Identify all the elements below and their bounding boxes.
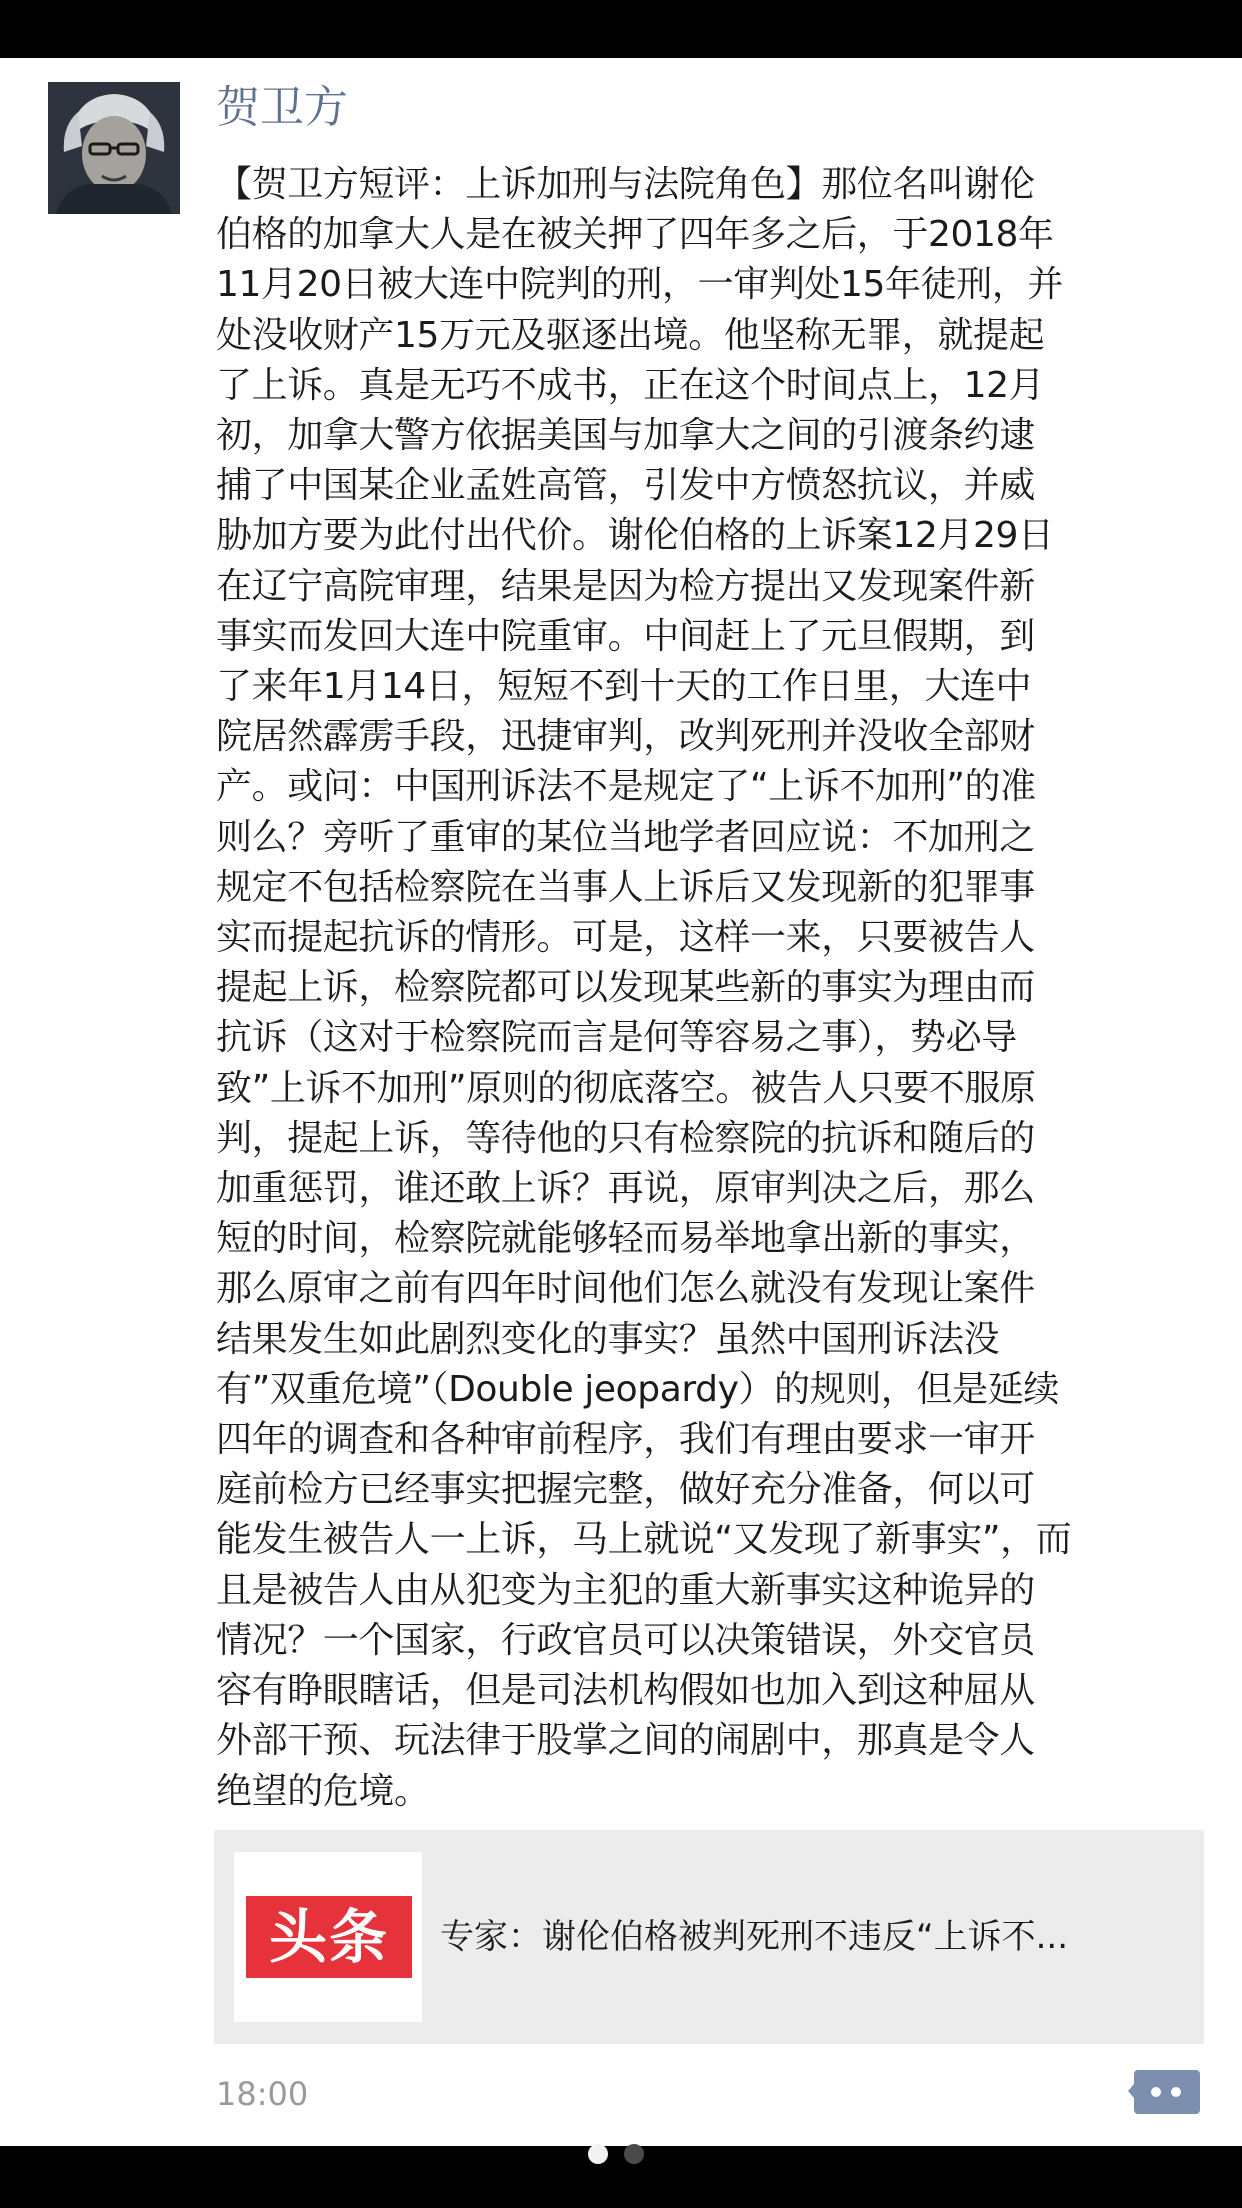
avatar[interactable] xyxy=(48,82,180,214)
post-line: 实而提起抗诉的情形。可是，这样一来，只要被告人 xyxy=(216,917,1035,959)
comment-button[interactable] xyxy=(1128,2068,1202,2118)
post-line: 且是被告人由从犯变为主犯的重大新事实这种诡异的 xyxy=(216,1569,1035,1611)
link-title: 专家：谢伦伯格被判死刑不违反“上诉不... xyxy=(440,1917,1069,1957)
post-line: 11月20日被大连中院判的刑，一审判处15年徒刑，并 xyxy=(216,264,1064,306)
page-dot-active xyxy=(588,2144,608,2164)
post-line: 判，提起上诉，等待他的只有检察院的抗诉和随后的 xyxy=(216,1117,1035,1159)
post-line: 能发生被告人一上诉，马上就说“又发现了新事实”，而 xyxy=(216,1519,1072,1561)
post-line: 提起上诉，检察院都可以发现某些新的事实为理由而 xyxy=(216,967,1035,1009)
post-line: 则么？旁听了重审的某位当地学者回应说：不加刑之 xyxy=(216,816,1035,858)
post-timestamp: 18:00 xyxy=(216,2075,309,2113)
post-line: 伯格的加拿大人是在被关押了四年多之后，于2018年 xyxy=(216,214,1054,256)
post-line: 处没收财产15万元及驱逐出境。他坚称无罪，就提起 xyxy=(216,314,1045,356)
post-line: 外部干预、玩法律于股掌之间的闹剧中，那真是令人 xyxy=(216,1720,1035,1762)
post-line: 结果发生如此剧烈变化的事实？虽然中国刑诉法没 xyxy=(216,1318,1000,1360)
post-line: 事实而发回大连中院重审。中间赶上了元旦假期，到 xyxy=(216,615,1035,657)
page-indicator xyxy=(588,2144,644,2164)
page-dot xyxy=(624,2144,644,2164)
post-line: 四年的调查和各种审前程序，我们有理由要求一审开 xyxy=(216,1419,1035,1461)
post-line: 胁加方要为此付出代价。谢伦伯格的上诉案12月29日 xyxy=(216,515,1054,557)
post-line: 致”上诉不加刑”原则的彻底落空。被告人只要不服原 xyxy=(216,1067,1036,1109)
author-portrait-image xyxy=(48,82,180,214)
post-line: 【贺卫方短评：上诉加刑与法院角色】那位名叫谢伦 xyxy=(216,164,1035,205)
post-line: 产。或问：中国刑诉法不是规定了“上诉不加刑”的准 xyxy=(216,766,1036,808)
post-line: 了来年1月14日，短短不到十天的工作日里，大连中 xyxy=(216,666,1032,708)
post-line: 捕了中国某企业孟姓高管，引发中方愤怒抗议，并威 xyxy=(216,465,1035,507)
post-line: 抗诉（这对于检察院而言是何等容易之事），势必导 xyxy=(216,1017,1017,1059)
post-line: 有”双重危境”（Double jeopardy）的规则，但是延续 xyxy=(216,1368,1059,1410)
post-line: 加重惩罚，谁还敢上诉？再说，原审判决之后，那么 xyxy=(216,1168,1035,1210)
toutiao-logo: 头条 xyxy=(246,1896,412,1978)
post-line: 初，加拿大警方依据美国与加拿大之间的引渡条约逮 xyxy=(216,415,1035,457)
author-name[interactable]: 贺卫方 xyxy=(216,82,348,133)
post-line: 那么原审之前有四年时间他们怎么就没有发现让案件 xyxy=(216,1268,1035,1310)
comment-more-icon xyxy=(1128,2068,1202,2118)
post-line: 容有睁眼瞎话，但是司法机构假如也加入到这种屈从 xyxy=(216,1670,1035,1712)
post-body xyxy=(216,160,1198,1817)
post-line: 在辽宁高院审理，结果是因为检方提出又发现案件新 xyxy=(216,565,1035,607)
post-line: 规定不包括检察院在当事人上诉后又发现新的犯罪事 xyxy=(216,866,1035,908)
post-line: 短的时间，检察院就能够轻而易举地拿出新的事实， xyxy=(216,1218,1035,1260)
shared-link-card[interactable] xyxy=(214,1830,1204,2044)
post-line: 院居然霹雳手段，迅捷审判，改判死刑并没收全部财 xyxy=(216,716,1035,758)
post-line: 绝望的危境。 xyxy=(216,1770,430,1812)
post-line: 了上诉。真是无巧不成书，正在这个时间点上，12月 xyxy=(216,364,1045,406)
status-bar xyxy=(0,0,1242,58)
post-line: 庭前检方已经事实把握完整，做好充分准备，何以可 xyxy=(216,1469,1035,1511)
post-line: 情况？一个国家，行政官员可以决策错误，外交官员 xyxy=(216,1619,1035,1661)
link-thumbnail xyxy=(234,1852,422,2022)
